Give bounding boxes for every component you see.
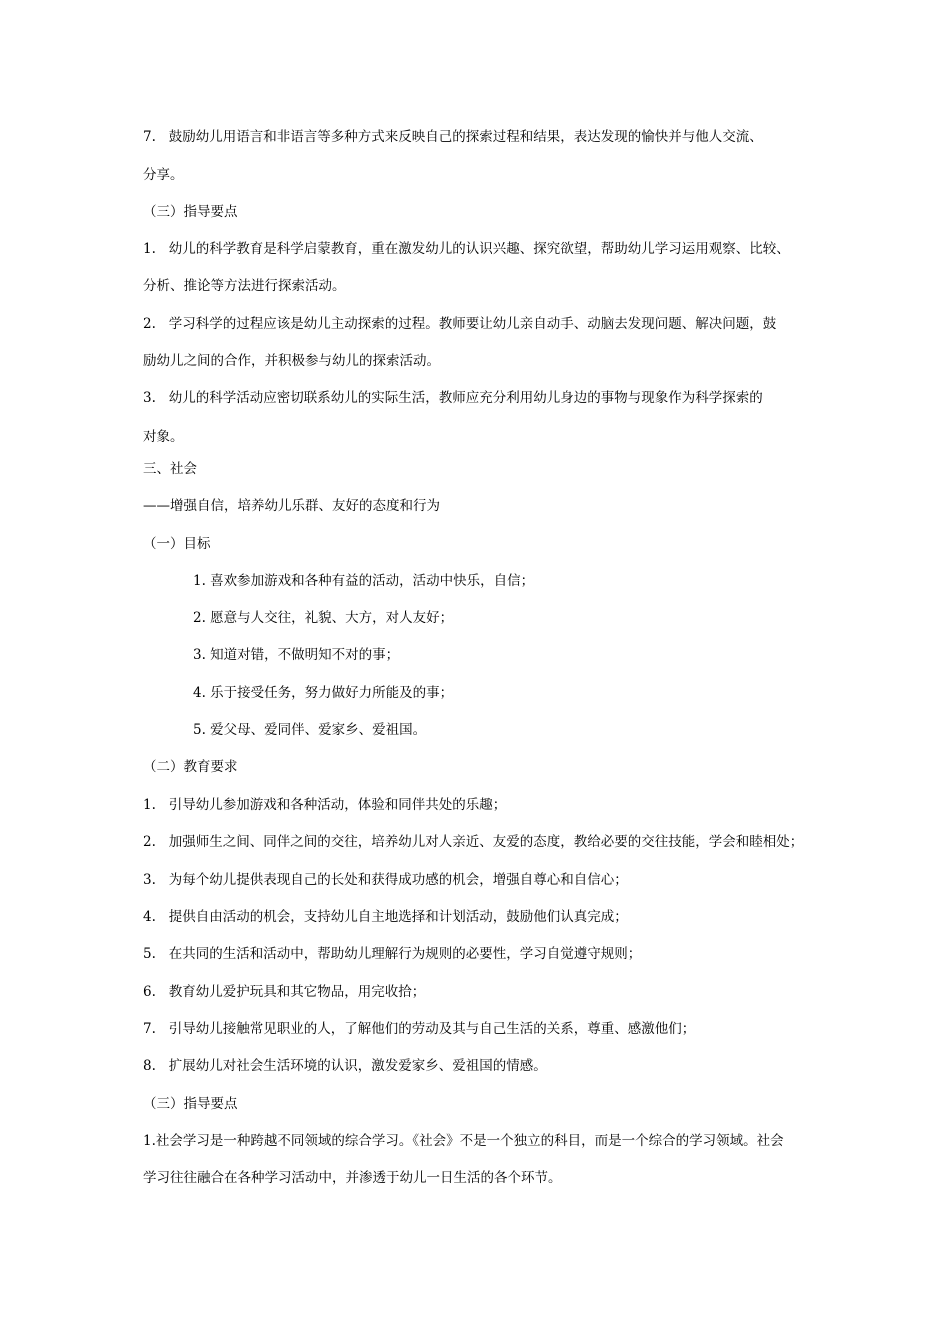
society-requirement-5: 5. 在共同的生活和活动中，帮助幼儿理解行为规则的必要性，学习自觉遵守规则； [143,946,642,962]
society-requirement-4: 4. 提供自由活动的机会，支持幼儿自主地选择和计划活动，鼓励他们认真完成； [143,909,628,925]
science-guidance-heading: （三）指导要点 [143,204,238,220]
society-requirement-3: 3. 为每个幼儿提供表现自己的长处和获得成功感的机会，增强自尊心和自信心； [143,872,628,888]
society-goal-4: 4. 乐于接受任务，努力做好力所能及的事； [193,685,454,701]
society-requirement-6: 6. 教育幼儿爱护玩具和其它物品，用完收拾； [143,984,426,1000]
society-goal-1: 1. 喜欢参加游戏和各种有益的活动，活动中快乐，自信； [193,573,535,589]
science-guidance-1: 1. 幼儿的科学教育是科学启蒙教育，重在激发幼儿的认识兴趣、探究欲望，帮助幼儿学习运用观察、比较、 [143,241,790,257]
section-heading-society: 三、社会 [143,461,197,477]
society-requirement-1: 1. 引导幼儿参加游戏和各种活动，体验和同伴共处的乐趣； [143,797,507,813]
society-requirements-heading: （二）教育要求 [143,759,238,775]
society-goal-3: 3. 知道对错，不做明知不对的事； [193,647,400,663]
society-goal-5: 5. 爱父母、爱同伴、爱家乡、爱祖国。 [193,722,427,738]
society-goal-2: 2. 愿意与人交往，礼貌、大方，对人友好； [193,610,454,626]
science-guidance-2: 2. 学习科学的过程应该是幼儿主动探索的过程。教师要让幼儿亲自动手、动脑去发现问题、解决问题，鼓 [143,316,777,332]
society-requirement-8: 8. 扩展幼儿对社会生活环境的认识，激发爱家乡、爱祖国的情感。 [143,1058,547,1074]
science-requirement-7-cont: 分享。 [143,167,184,183]
science-guidance-3-cont: 对象。 [143,429,184,445]
science-requirement-7: 7. 鼓励幼儿用语言和非语言等多种方式来反映自己的探索过程和结果，表达发现的愉快并与他人交流、 [143,129,763,145]
science-guidance-2-cont: 励幼儿之间的合作，并积极参与幼儿的探索活动。 [143,353,440,369]
society-goals-heading: （一）目标 [143,536,211,552]
science-guidance-1-cont: 分析、推论等方法进行探索活动。 [143,278,346,294]
science-guidance-3: 3. 幼儿的科学活动应密切联系幼儿的实际生活，教师应充分利用幼儿身边的事物与现象作为科学探索的 [143,390,763,406]
society-guidance-heading: （三）指导要点 [143,1096,238,1112]
society-requirement-7: 7. 引导幼儿接触常见职业的人，了解他们的劳动及其与自己生活的关系，尊重、感激他们； [143,1021,696,1037]
society-guidance-1: 1.社会学习是一种跨越不同领域的综合学习。《社会》不是一个独立的科目，而是一个综合的学习领域。社会 [143,1133,784,1149]
society-requirement-2: 2. 加强师生之间、同伴之间的交往，培养幼儿对人亲近、友爱的态度，教给必要的交往技能，学会和睦相处； [143,834,804,850]
society-guidance-1-cont: 学习往往融合在各种学习活动中，并渗透于幼儿一日生活的各个环节。 [143,1170,562,1186]
society-subtitle: ——增强自信，培养幼儿乐群、友好的态度和行为 [143,498,440,514]
